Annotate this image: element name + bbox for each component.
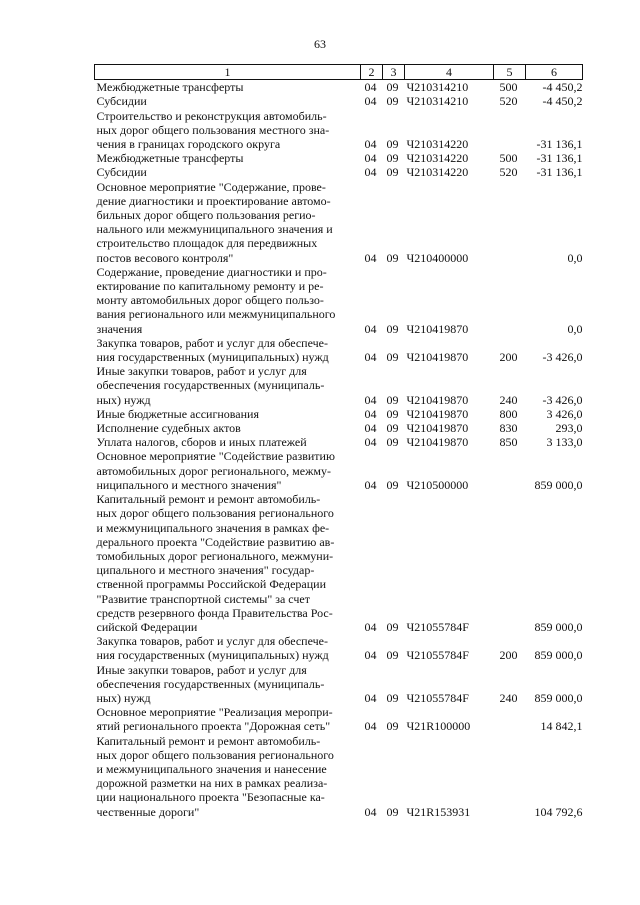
table-row [95,180,583,265]
row-section-cell: 04 [364,137,377,152]
table-row [95,663,583,706]
row-target-code-cell: Ч210419870 [406,421,469,436]
row-name-cell: Основное мероприятие "Содержание, прове- дение диагностики и проектирование автомо- бильных дорог общего пользования регио- нального или межмуниципального значения и строительство площадок для передвижных постов весового контроля" [96,179,333,265]
row-section-cell: 04 [364,804,377,819]
row-section-cell: 04 [364,435,377,450]
row-target-code-cell: Ч210314220 [406,137,469,152]
row-amount-cell: 104 792,6 [534,804,583,819]
table-row [95,449,583,492]
table-row [95,265,583,336]
row-name-cell: Капитальный ремонт и ремонт автомобиль- ных дорог общего пользования регионального и межмуниципального значения и нанесение дорожной разметки на них в рамках реализа- ции национального проекта "Безопасные ка- чественные дороги" [96,733,334,819]
row-amount-cell: -31 136,1 [536,165,583,180]
row-name-cell: Содержание, проведение диагностики и про- ектирование по капитальному ремонту и ре- монту автомобильных дорог общего пользо- вания регионального или межмуниципального значения [96,264,336,336]
row-target-code-cell: Ч210419870 [406,392,469,407]
row-expense-type-cell [494,705,526,733]
table-row [95,364,583,407]
row-name-cell: Субсидии [96,94,147,109]
row-expense-type-cell: 520 [499,94,518,109]
row-name-cell: Основное мероприятие "Реализация меропри- ятий регионального проекта "Дорожная сеть" [96,705,333,734]
row-name-cell: Основное мероприятие "Содействие развитию автомобильных дорог регионального, межму- ниципального и местного значения" [96,449,335,492]
row-amount-cell: 859 000,0 [534,477,583,492]
row-amount-cell: -3 426,0 [542,350,583,365]
row-name-cell: Субсидии [96,165,147,180]
row-section-cell: 04 [364,250,377,265]
row-section-cell: 04 [364,690,377,705]
row-name-cell: Уплата налогов, сборов и иных платежей [96,435,307,450]
row-expense-type-cell [494,265,526,336]
row-subsection-cell: 09 [386,151,399,166]
row-name-cell: Закупка товаров, работ и услуг для обеспече- ния государственных (муниципальных) нужд [96,634,329,663]
row-amount-cell: 0,0 [567,321,583,336]
row-target-code-cell: Ч210419870 [406,435,469,450]
row-expense-type-cell [494,492,526,634]
row-amount-cell: -4 450,2 [542,80,583,95]
budget-table [94,64,583,819]
row-target-code-cell: Ч210400000 [406,250,469,265]
row-expense-type-cell: 500 [499,151,518,166]
row-name-cell: Исполнение судебных актов [96,421,241,436]
row-name-cell: Закупка товаров, работ и услуг для обеспече- ния государственных (муниципальных) нужд [96,335,329,365]
row-subsection-cell: 09 [386,350,399,365]
row-name-cell: Иные закупки товаров, работ и услуг для обеспечения государственных (муниципаль- ных) нужд [96,364,325,407]
row-expense-type-cell: 500 [499,80,518,95]
page-number: 63 [314,37,326,51]
row-name-cell: Иные бюджетные ассигнования [96,406,259,421]
row-expense-type-cell [494,734,526,819]
row-expense-type-cell: 200 [499,350,518,365]
row-subsection-cell: 09 [386,477,399,492]
table-row [95,734,583,819]
table-row [95,421,583,435]
row-section-cell: 04 [364,94,377,109]
row-amount-cell: 0,0 [567,250,583,265]
table-row [95,165,583,179]
row-section-cell: 04 [364,350,377,365]
row-amount-cell: 3 426,0 [546,406,583,421]
row-name-cell: Иные закупки товаров, работ и услуг для обеспечения государственных (муниципаль- ных) нужд [96,662,325,705]
row-subsection-cell: 09 [386,94,399,109]
table-row [95,109,583,152]
row-target-code-cell: Ч210419870 [406,321,469,336]
table-row [95,705,583,733]
row-name-cell: Межбюджетные трансферты [96,151,244,166]
table-row [95,492,583,634]
row-expense-type-cell: 200 [499,648,518,663]
row-subsection-cell: 09 [386,250,399,265]
row-expense-type-cell: 520 [499,165,518,180]
row-amount-cell: 859 000,0 [534,648,583,663]
header-col-2: 2 [361,65,383,80]
row-section-cell: 04 [364,648,377,663]
row-target-code-cell: Ч21055784F [406,690,469,705]
row-subsection-cell: 09 [386,137,399,152]
table-header-row [95,65,583,80]
header-col-1: 1 [95,65,361,80]
table-row [95,407,583,421]
row-expense-type-cell: 850 [499,435,518,450]
row-target-code-cell: Ч21055784F [406,648,469,663]
row-subsection-cell: 09 [386,804,399,819]
row-expense-type-cell [494,180,526,265]
table-row [95,80,583,95]
row-expense-type-cell [494,109,526,152]
row-amount-cell: 14 842,1 [540,719,583,734]
row-section-cell: 04 [364,421,377,436]
row-subsection-cell: 09 [386,321,399,336]
row-amount-cell: 859 000,0 [534,690,583,705]
table-row [95,336,583,364]
row-amount-cell: 3 133,0 [546,435,583,450]
row-target-code-cell: Ч210500000 [406,477,469,492]
row-subsection-cell: 09 [386,392,399,407]
table-row [95,435,583,449]
row-subsection-cell: 09 [386,648,399,663]
row-section-cell: 04 [364,392,377,407]
row-subsection-cell: 09 [386,690,399,705]
row-section-cell: 04 [364,619,377,634]
row-subsection-cell: 09 [386,435,399,450]
row-section-cell: 04 [364,406,377,421]
row-amount-cell: -4 450,2 [542,94,583,109]
row-amount-cell: -31 136,1 [536,137,583,152]
table-row [95,634,583,662]
row-subsection-cell: 09 [386,619,399,634]
row-target-code-cell: Ч21R153931 [406,804,471,819]
row-expense-type-cell: 800 [499,406,518,421]
row-target-code-cell: Ч210314210 [406,94,469,109]
row-name-cell: Строительство и реконструкция автомобиль- ных дорог общего пользования местного зна- чения в границах городского округа [96,108,330,152]
row-section-cell: 04 [364,151,377,166]
header-col-4: 4 [405,65,494,80]
header-col-5: 5 [494,65,526,80]
row-target-code-cell: Ч210314210 [406,80,469,95]
row-subsection-cell: 09 [386,406,399,421]
row-target-code-cell: Ч210314220 [406,151,469,166]
row-subsection-cell: 09 [386,80,399,95]
row-name-cell: Межбюджетные трансферты [96,80,244,95]
table-row [95,151,583,165]
row-amount-cell: -3 426,0 [542,392,583,407]
header-col-3: 3 [383,65,405,80]
row-subsection-cell: 09 [386,165,399,180]
row-section-cell: 04 [364,165,377,180]
row-section-cell: 04 [364,80,377,95]
table-row [95,94,583,108]
row-amount-cell: 293,0 [555,421,583,436]
row-subsection-cell: 09 [386,421,399,436]
row-expense-type-cell: 240 [499,392,518,407]
row-target-code-cell: Ч21R100000 [406,719,471,734]
row-expense-type-cell: 240 [499,690,518,705]
row-section-cell: 04 [364,321,377,336]
row-name-cell: Капитальный ремонт и ремонт автомобиль- ных дорог общего пользования регионального и межмуниципального значения в рамках фе- дерального проекта "Содействие развитию ав- томобильных дорог регионального, межмуни- ципального и местного значения" государ- ственной программы Российской Федерации "Развитие транспортной системы" за счет средств резервного фонда Правительства Рос- сийской Федерации [96,492,335,634]
row-expense-type-cell [494,449,526,492]
table-body [95,80,583,819]
header-col-6: 6 [526,65,583,80]
row-section-cell: 04 [364,477,377,492]
row-amount-cell: 859 000,0 [534,619,583,634]
row-target-code-cell: Ч21055784F [406,619,469,634]
row-section-cell: 04 [364,719,377,734]
row-expense-type-cell: 830 [499,421,518,436]
row-target-code-cell: Ч210314220 [406,165,469,180]
row-target-code-cell: Ч210419870 [406,350,469,365]
row-amount-cell: -31 136,1 [536,151,583,166]
row-target-code-cell: Ч210419870 [406,406,469,421]
row-subsection-cell: 09 [386,719,399,734]
